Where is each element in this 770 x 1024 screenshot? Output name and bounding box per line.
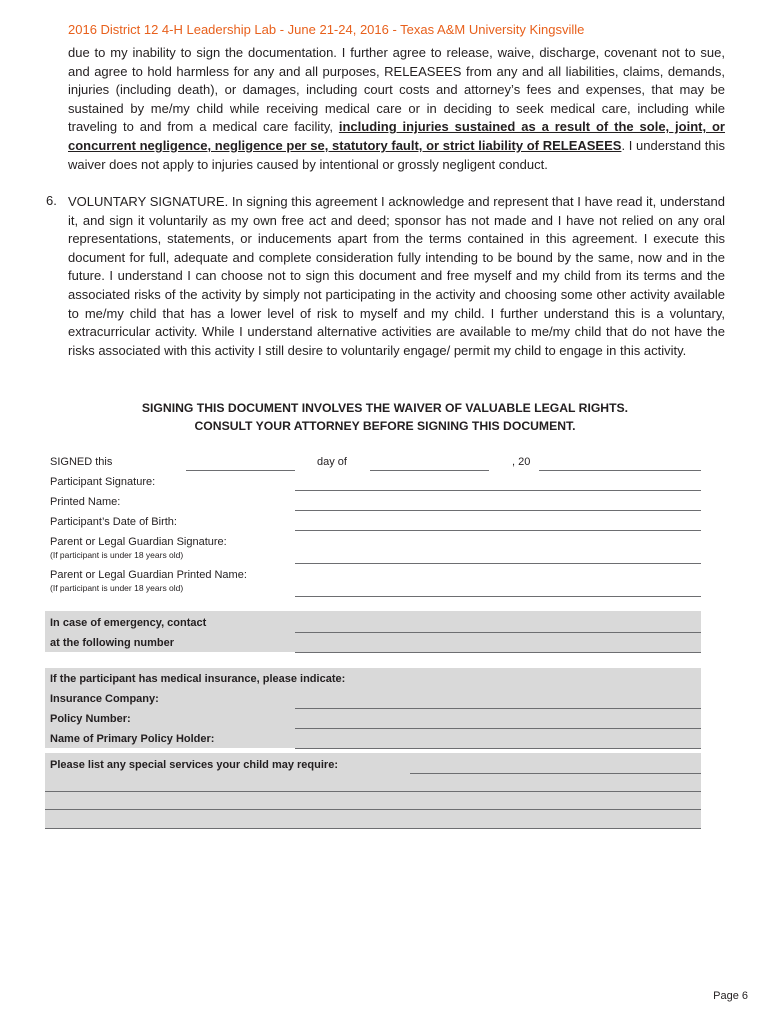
legal-warning-line-2: CONSULT YOUR ATTORNEY BEFORE SIGNING THIS DOCUMENT. — [194, 419, 576, 433]
document-header: 2016 District 12 4-H Leadership Lab - June 21-24, 2016 - Texas A&M University Kingsville — [68, 22, 585, 37]
section-6-number: 6. — [46, 193, 57, 208]
emergency-contact-field[interactable] — [295, 632, 701, 633]
day-of-label: day of — [317, 456, 347, 468]
legal-warning-line-1: SIGNING THIS DOCUMENT INVOLVES THE WAIVER OF VALUABLE LEGAL RIGHTS. — [141, 401, 629, 415]
special-services-field-1[interactable] — [410, 773, 701, 774]
printed-name-field[interactable] — [295, 510, 701, 511]
special-services-label: Please list any special services your child may require: — [50, 759, 338, 771]
signed-month-field[interactable] — [370, 470, 489, 471]
insurance-intro-label: If the participant has medical insurance, please indicate: — [50, 673, 346, 685]
release-text-after: . I understand this waiver does not apply to injuries caused by intentional or grossly negligent conduct. — [68, 137, 725, 172]
policy-holder-label: Name of Primary Policy Holder: — [50, 733, 215, 745]
negligence-clause: including injuries sustained as a result of the sole, joint, or concurrent negligence, negligence per se, statutory fault, or strict liability of RELEASEES — [68, 119, 725, 153]
insurance-company-label: Insurance Company: — [50, 693, 159, 705]
signed-this-label: SIGNED this — [50, 456, 113, 468]
special-services-field-2[interactable] — [45, 791, 701, 792]
signed-day-field[interactable] — [186, 470, 295, 471]
voluntary-signature-paragraph: VOLUNTARY SIGNATURE. In signing this agreement I acknowledge and represent that I have read it, understand it, and sign it voluntarily as my own free act and deed; sponsor has not made and I have not relied on any oral representations, statements, or inducements apart from the terms contained in this agreement. I execute this document for full, adequate and complete consideration fully intending to be bound by the same, now and in the future. I understand I can choose not to sign this document and free myself and my child from its terms and the associated risks of the activity by simply not participating in the activity and choosing some other activity available to me/my child that has a lower level of risk to myself and my child. I further understand this is a voluntary, extracurricular activity. While I understand alternative activities are available to me/my child that do not have the risks associated with this activity I still desire to voluntarily engage/ permit my child to engage in this activity. — [68, 194, 725, 358]
policy-number-field[interactable] — [295, 728, 701, 729]
emergency-label-line-2: at the following number — [50, 637, 175, 649]
policy-number-label: Policy Number: — [50, 713, 131, 725]
guardian-printed-name-field[interactable] — [295, 596, 701, 597]
page-number: Page 6 — [713, 990, 748, 1002]
guardian-signature-field[interactable] — [295, 563, 701, 564]
participant-signature-field[interactable] — [295, 490, 701, 491]
policy-holder-field[interactable] — [295, 748, 701, 749]
special-services-field-3[interactable] — [45, 809, 701, 810]
guardian-printed-name-label: Parent or Legal Guardian Printed Name: — [50, 569, 247, 581]
guardian-signature-label: Parent or Legal Guardian Signature: — [50, 536, 227, 548]
printed-name-label: Printed Name: — [50, 496, 121, 508]
guardian-signature-note: (If participant is under 18 years old) — [50, 550, 184, 560]
special-services-field-4[interactable] — [45, 828, 701, 829]
date-of-birth-field[interactable] — [295, 530, 701, 531]
participant-signature-label: Participant Signature: — [50, 476, 156, 488]
year-prefix-label: , 20 — [512, 456, 531, 468]
date-of-birth-label: Participant’s Date of Birth: — [50, 516, 177, 528]
release-paragraph-continued — [68, 44, 725, 174]
guardian-printed-name-note: (If participant is under 18 years old) — [50, 583, 184, 593]
insurance-company-field[interactable] — [295, 708, 701, 709]
release-text-before: due to my inability to sign the documentation. I further agree to release, waive, discharge, covenant not to sue, and agree to hold harmless for any and all purposes, RELEASEES from any and all liabilities, claims, demands, injuries (including death), or damages, including court costs and attorney’s fees and expenses, that may be sustained by me/my child while receiving medical care or in deciding to seek medical care, including while traveling to and from a medical care facility, — [68, 45, 725, 135]
emergency-label-line-1: In case of emergency, contact — [50, 617, 207, 629]
emergency-number-field[interactable] — [295, 652, 701, 653]
signed-year-field[interactable] — [539, 470, 701, 471]
